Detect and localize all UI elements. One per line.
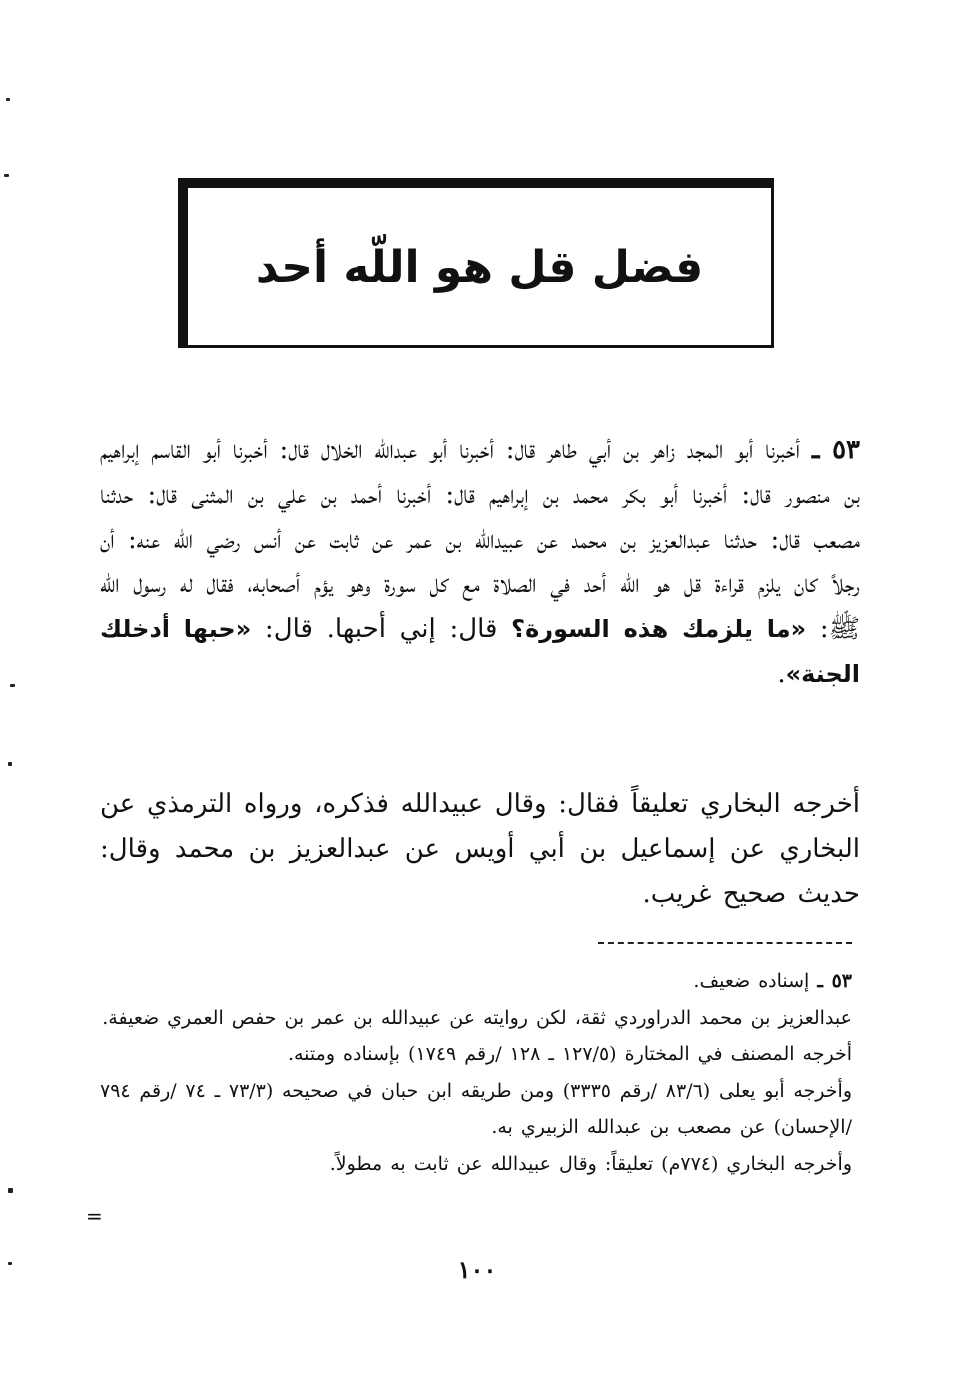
chapter-title: فضل قل هو اللّه أحد	[255, 242, 704, 293]
footnote-line: عبدالعزيز بن محمد الدراوردي ثقة، لكن روايته عن عبيدالله بن عمر بن حفص العمري ضعيفة.	[102, 1006, 852, 1029]
footnote-line: وأخرجه أبو يعلى (٨٣/٦ /رقم ٣٣٣٥) ومن طريقه ابن حبان في صحيحه (٧٣/٣ ـ ٧٤ /رقم ٧٩٤ /الإحسان) عن مصعب بن عبدالله الزبيري به.	[100, 1079, 852, 1138]
hadith-text	[100, 428, 860, 697]
footnote-number: ٥٣ ـ	[817, 970, 852, 992]
footnote-grading: إسناده ضعيف.	[693, 970, 818, 992]
chapter-title-box	[178, 178, 774, 348]
footnote-line	[100, 963, 852, 1000]
hadith-quote-question: «ما يلزمك هذه السورة؟	[511, 615, 807, 644]
hadith-number: ٥٣ ـ	[811, 435, 860, 465]
footnotes	[100, 963, 852, 1182]
continuation-mark: =	[86, 1204, 103, 1228]
hadith-isnad-matn: أخبرنا أبو المجد زاهر بن أبي طاهر قال: أخبرنا أبو عبدالله الخلال قال: أخبرنا أبو القاسم إبراهيم بن منصور قال: أخبرنا أبو بكر محمد بن إبراهيم قال: أخبرنا أحمد بن علي بن المثنى قال: حدثنا مصعب قال: حدثنا عبدالعزيز بن محمد عن عبيدالله بن عمر عن ثابت عن أنس رضي الله عنه: أن رجلاً كان يلزم قراءة قل هو الله أحد في الصلاة مع كل سورة وهو يؤم أصحابه، فقال له رسول الله ﷺ:	[100, 435, 861, 645]
page-number: ١٠٠	[457, 1255, 497, 1284]
scan-speck	[8, 762, 12, 766]
takhrij-commentary: أخرجه البخاري تعليقاً فقال: وقال عبيدالله فذكره، ورواه الترمذي عن البخاري عن إسماعيل بن أبي أويس عن عبدالعزيز بن محمد وقال: حديث صحيح غريب.	[100, 789, 860, 909]
scan-speck	[6, 98, 10, 101]
footnote-separator	[598, 942, 852, 944]
hadith-quote-answer: «حبها أدخلك الجنة»	[100, 615, 860, 688]
hadith-end: .	[777, 658, 786, 689]
footnote-line: وأخرجه البخاري (٧٧٤م) تعليقاً: وقال عبيدالله عن ثابت به مطولاً.	[329, 1152, 852, 1175]
footnote-line: أخرجه المصنف في المختارة (١٢٧/٥ ـ ١٢٨ /رقم ١٧٤٩) بإسناده ومتنه.	[287, 1043, 852, 1065]
scan-speck	[8, 1188, 13, 1193]
scan-speck	[10, 684, 15, 687]
hadith-middle: قال: إني أحبها. قال:	[251, 614, 512, 645]
scan-speck	[4, 174, 9, 177]
